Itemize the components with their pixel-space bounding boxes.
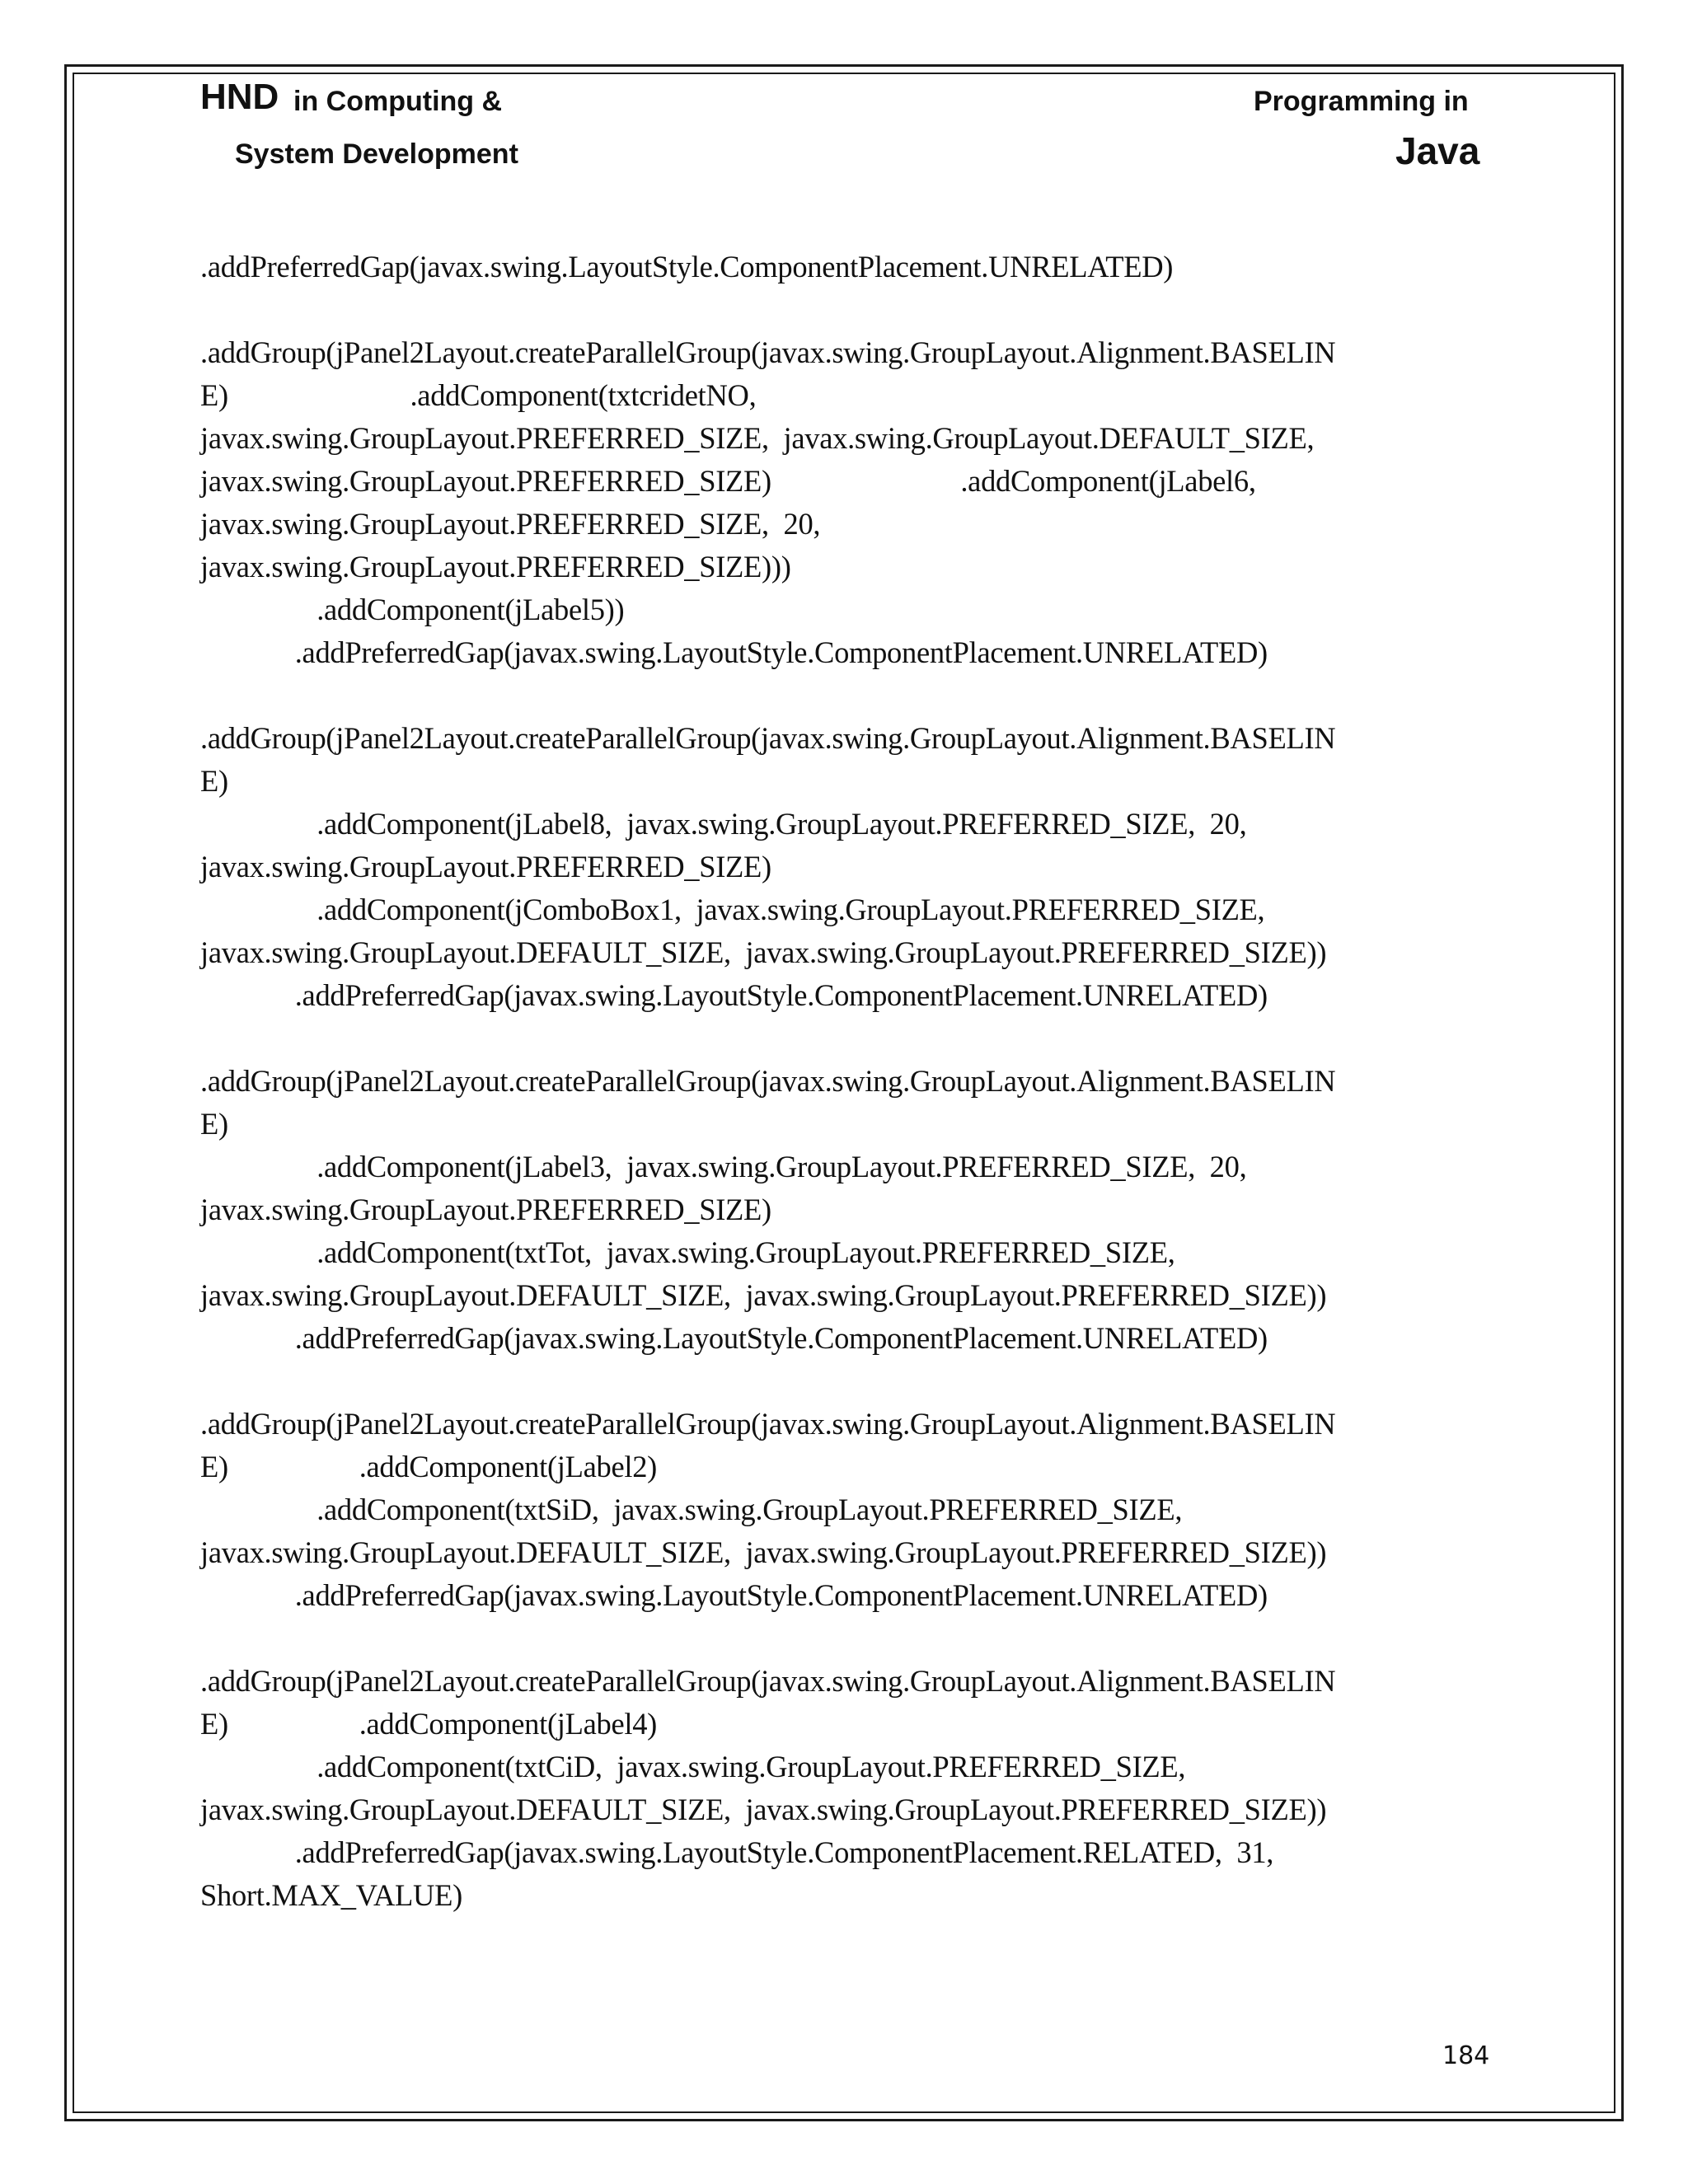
code-line: E) .addComponent(txtcridetNO,	[200, 378, 757, 412]
code-line: javax.swing.GroupLayout.PREFERRED_SIZE, javax.swing.GroupLayout.DEFAULT_SIZE,	[200, 421, 1315, 455]
code-line: .addGroup(jPanel2Layout.createParallelGroup(javax.swing.GroupLayout.Alignment.BASELIN	[200, 335, 1336, 369]
code-line: javax.swing.GroupLayout.DEFAULT_SIZE, javax.swing.GroupLayout.PREFERRED_SIZE))	[200, 1793, 1327, 1826]
code-line: .addPreferredGap(javax.swing.LayoutStyle.ComponentPlacement.UNRELATED)	[200, 1578, 1268, 1612]
code-line: .addComponent(jComboBox1, javax.swing.GroupLayout.PREFERRED_SIZE,	[200, 893, 1265, 926]
code-line: .addPreferredGap(javax.swing.LayoutStyle.ComponentPlacement.UNRELATED)	[200, 1321, 1268, 1355]
code-line: E) .addComponent(jLabel2)	[200, 1450, 658, 1483]
code-line: Short.MAX_VALUE)	[200, 1878, 462, 1912]
code-line	[200, 674, 1486, 717]
code-line: E) .addComponent(jLabel4)	[200, 1707, 658, 1741]
code-line: .addGroup(jPanel2Layout.createParallelGroup(javax.swing.GroupLayout.Alignment.BASELIN	[200, 721, 1336, 755]
header-programming-in: Programming in	[1254, 86, 1469, 117]
code-block	[200, 246, 1486, 1917]
code-line	[200, 1017, 1486, 1060]
code-line: .addGroup(jPanel2Layout.createParallelGroup(javax.swing.GroupLayout.Alignment.BASELIN	[200, 1064, 1336, 1098]
header-hnd: HND	[200, 77, 279, 117]
code-line	[200, 1617, 1486, 1660]
code-line: javax.swing.GroupLayout.PREFERRED_SIZE) .addComponent(jLabel6,	[200, 464, 1256, 498]
code-line: javax.swing.GroupLayout.DEFAULT_SIZE, javax.swing.GroupLayout.PREFERRED_SIZE))	[200, 1278, 1327, 1312]
code-line: .addComponent(jLabel8, javax.swing.GroupLayout.PREFERRED_SIZE, 20,	[200, 807, 1247, 841]
code-line: javax.swing.GroupLayout.DEFAULT_SIZE, javax.swing.GroupLayout.PREFERRED_SIZE))	[200, 935, 1327, 969]
code-line: javax.swing.GroupLayout.PREFERRED_SIZE)))	[200, 550, 791, 583]
code-line: .addComponent(jLabel5))	[200, 593, 625, 626]
code-line: javax.swing.GroupLayout.PREFERRED_SIZE, 20,	[200, 507, 821, 541]
page-number: 184	[1442, 2041, 1490, 2070]
code-line: .addGroup(jPanel2Layout.createParallelGroup(javax.swing.GroupLayout.Alignment.BASELIN	[200, 1664, 1336, 1698]
code-line: javax.swing.GroupLayout.PREFERRED_SIZE)	[200, 1193, 771, 1226]
code-line: .addPreferredGap(javax.swing.LayoutStyle.ComponentPlacement.RELATED, 31,	[200, 1835, 1274, 1869]
header-system-development: System Development	[235, 138, 518, 170]
code-line: .addComponent(jLabel3, javax.swing.GroupLayout.PREFERRED_SIZE, 20,	[200, 1150, 1247, 1183]
code-line: .addComponent(txtSiD, javax.swing.GroupLayout.PREFERRED_SIZE,	[200, 1493, 1183, 1526]
code-line	[200, 1360, 1486, 1403]
header-java: Java	[1395, 129, 1480, 172]
header-in-computing: in Computing &	[293, 86, 503, 117]
code-line: .addGroup(jPanel2Layout.createParallelGroup(javax.swing.GroupLayout.Alignment.BASELIN	[200, 1407, 1336, 1441]
code-line	[200, 288, 1486, 331]
code-line: .addPreferredGap(javax.swing.LayoutStyle.ComponentPlacement.UNRELATED)	[200, 635, 1268, 669]
code-line: javax.swing.GroupLayout.PREFERRED_SIZE)	[200, 850, 771, 883]
code-line: .addComponent(txtCiD, javax.swing.GroupLayout.PREFERRED_SIZE,	[200, 1750, 1186, 1783]
code-line: .addPreferredGap(javax.swing.LayoutStyle.ComponentPlacement.UNRELATED)	[200, 978, 1268, 1012]
code-line: .addComponent(txtTot, javax.swing.GroupLayout.PREFERRED_SIZE,	[200, 1235, 1175, 1269]
code-line: javax.swing.GroupLayout.DEFAULT_SIZE, javax.swing.GroupLayout.PREFERRED_SIZE))	[200, 1535, 1327, 1569]
code-line: E)	[200, 764, 228, 798]
code-line: .addPreferredGap(javax.swing.LayoutStyle.ComponentPlacement.UNRELATED)	[200, 250, 1174, 284]
code-line: E)	[200, 1107, 228, 1141]
